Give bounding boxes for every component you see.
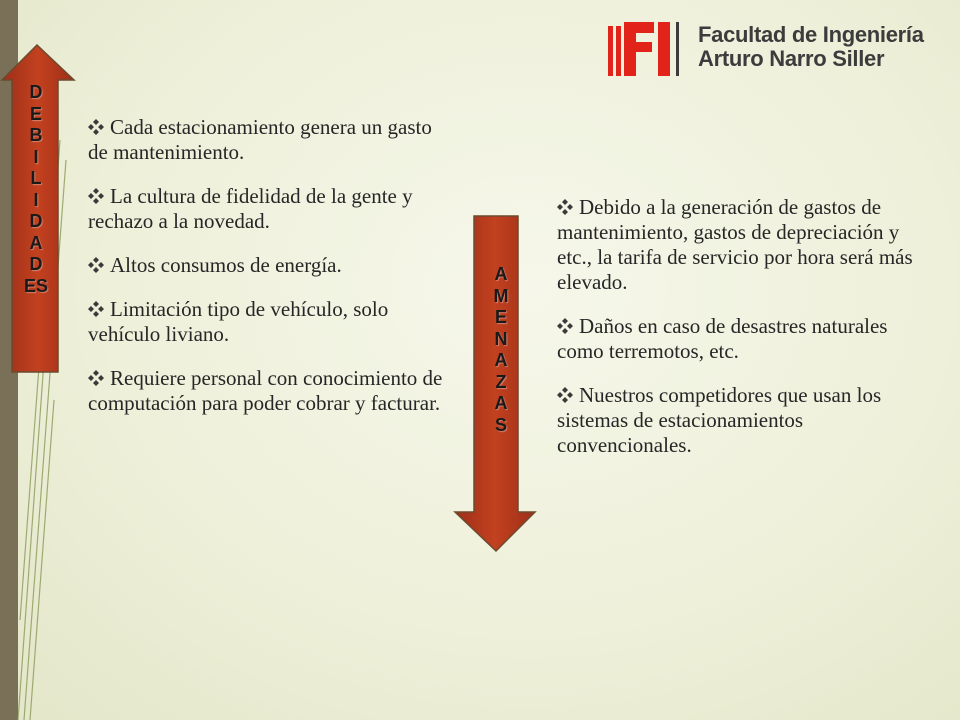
- amenazas-letter: E: [494, 307, 507, 327]
- debilidades-item-text: Cada estacionamiento genera un gasto de mantenimiento.: [88, 115, 432, 164]
- debilidades-item: [88, 184, 448, 234]
- debilidades-item-text: La cultura de fidelidad de la gente y rechazo a la novedad.: [88, 184, 413, 233]
- debilidades-item-text: Altos consumos de energía.: [110, 253, 342, 277]
- amenazas-bullet-list: [557, 195, 932, 477]
- amenazas-vertical-label: [484, 264, 518, 436]
- four-diamond-bullet-icon: [557, 318, 573, 334]
- amenazas-item-text: Nuestros competidores que usan los sistemas de estacionamientos convencionales.: [557, 383, 882, 457]
- four-diamond-bullet-icon: [557, 199, 573, 215]
- amenazas-letter: A: [494, 264, 508, 284]
- amenazas-item: [557, 195, 932, 295]
- amenazas-letter: N: [494, 328, 508, 349]
- debilidades-letter: E: [29, 103, 42, 124]
- debilidades-item: [88, 366, 448, 416]
- amenazas-item-text: Debido a la generación de gastos de mantenimiento, gastos de depreciación y etc., la tarifa de servicio por hora será más elevado.: [557, 195, 913, 294]
- logo-line-1: Facultad de Ingeniería: [698, 22, 924, 47]
- amenazas-letter: A: [494, 350, 508, 370]
- amenazas-letter: M: [493, 285, 509, 306]
- debilidades-bullet-list: [88, 115, 448, 435]
- debilidades-letter: D: [29, 211, 43, 231]
- debilidades-letter: I: [33, 146, 39, 167]
- debilidades-letter: ES: [23, 275, 48, 296]
- debilidades-letter: D: [29, 82, 43, 102]
- amenazas-letter: A: [494, 393, 508, 413]
- amenazas-letter: S: [494, 414, 507, 435]
- debilidades-letter: D: [29, 254, 43, 274]
- debilidades-item: [88, 297, 448, 347]
- debilidades-item-text: Requiere personal con conocimiento de computación para poder cobrar y facturar.: [88, 366, 443, 415]
- amenazas-letter: Z: [495, 371, 507, 392]
- debilidades-letter: L: [30, 168, 42, 188]
- amenazas-item-text: Daños en caso de desastres naturales como terremotos, etc.: [557, 314, 888, 363]
- fi-logo-mark: [608, 18, 688, 76]
- faculty-logo: [608, 18, 938, 78]
- debilidades-letter: A: [29, 232, 43, 253]
- four-diamond-bullet-icon: [88, 257, 104, 273]
- debilidades-item-text: Limitación tipo de vehículo, solo vehículo liviano.: [88, 297, 389, 346]
- debilidades-item: [88, 115, 448, 165]
- debilidades-item: [88, 253, 448, 278]
- four-diamond-bullet-icon: [88, 370, 104, 386]
- four-diamond-bullet-icon: [88, 301, 104, 317]
- four-diamond-bullet-icon: [88, 119, 104, 135]
- amenazas-item: [557, 314, 932, 364]
- debilidades-letter: I: [33, 189, 39, 210]
- amenazas-item: [557, 383, 932, 458]
- four-diamond-bullet-icon: [88, 188, 104, 204]
- four-diamond-bullet-icon: [557, 387, 573, 403]
- logo-line-2: Arturo Narro Siller: [698, 46, 885, 71]
- debilidades-letter: B: [29, 125, 43, 145]
- debilidades-vertical-label: [14, 82, 58, 297]
